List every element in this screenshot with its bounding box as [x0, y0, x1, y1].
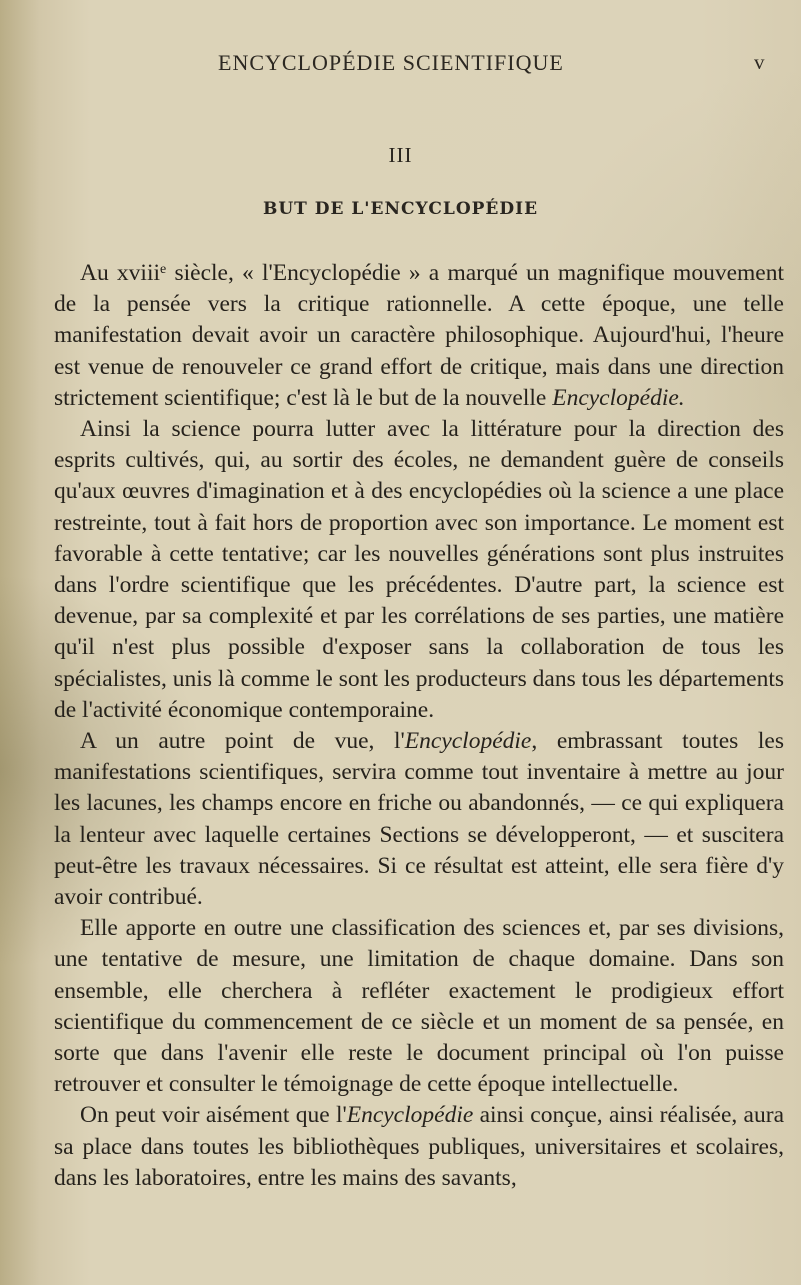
paragraph-text: , embrassant toutes les manifestations scientifiques, servira comme tout inventaire à mettre au jour les lacunes, les champs encore en friche ou abandonnés, — ce qui expliquera la lenteur avec laquelle certaines Sections se développeront, — et suscitera peut-être les travaux nécessaires. Si ce résultat est atteint, elle sera fière d'y avoir contribué. [54, 728, 784, 911]
paragraph-text: On peut voir aisément que l' [80, 1102, 347, 1129]
paragraph [54, 913, 784, 1100]
italic-title: Encyclopédie [404, 728, 532, 755]
section-title: BUT DE L'ENCYCLOPÉDIE [262, 199, 539, 219]
page-number: v [754, 50, 765, 74]
paragraph-text: ainsi conçue, ainsi réalisée, aura sa place dans toutes les bibliothèques publiques, universitaires et scolaires, dans les laboratoires, entre les mains des savants, [54, 1102, 784, 1191]
paragraph-text: siècle, « l'Encyclopédie » a marqué un magnifique mouvement de la pensée vers la critique rationnelle. A cette époque, une telle manifestation devait avoir un caractère philosophique. Aujourd'hui, l'heure est venue de renouveler ce grand effort de critique, mais dans une direction strictement scientifique; c'est là le but de la nouvelle [54, 260, 785, 411]
paragraph-text: Ainsi la science pourra lutter avec la littérature pour la direction des esprits cultivés, qui, au sortir des écoles, ne demandent guère de conseils qu'aux œuvres d'imagination et à des encyclopédies où la science a une place restreinte, tout à fait hors de proportion avec son importance. Le moment est favorable à cette tentative; car les nouvelles générations sont plus instruites dans l'ordre scientifique que les précédentes. D'autre part, la science est devenue, par sa complexité et par les corrélations de ses parties, une matière qu'il n'est plus possible d'exposer sans la collaboration de tous les spécialistes, unis là comme le sont les producteurs dans tous les départements de l'activité économique contemporaine. [54, 416, 784, 723]
paragraph-text: A un autre point de vue, l' [80, 728, 405, 755]
paragraph [54, 1100, 784, 1194]
paragraph [54, 254, 784, 414]
body-text [54, 254, 784, 1194]
paragraph [54, 414, 784, 726]
italic-title: Encyclopédie. [552, 384, 685, 411]
paragraph [54, 726, 784, 913]
italic-title: Encyclopédie [346, 1102, 474, 1129]
running-title: ENCYCLOPÉDIE SCIENTIFIQUE [218, 50, 564, 75]
paragraph-text: Elle apporte en outre une classification des sciences et, par ses divisions, une tentative de mesure, une limitation de chaque domaine. Dans son ensemble, elle cherchera à refléter exactement le prodigieux effort scientifique du commencement de ce siècle et un moment de sa pensée, en sorte que dans l'avenir elle reste le document principal où l'on puisse retrouver et consulter le témoignage de cette époque intellectuelle. [54, 915, 784, 1098]
paragraph-text: Au xviii [80, 260, 161, 286]
running-head [0, 50, 801, 80]
superscript: e [160, 262, 167, 277]
section-number: III [388, 143, 413, 167]
